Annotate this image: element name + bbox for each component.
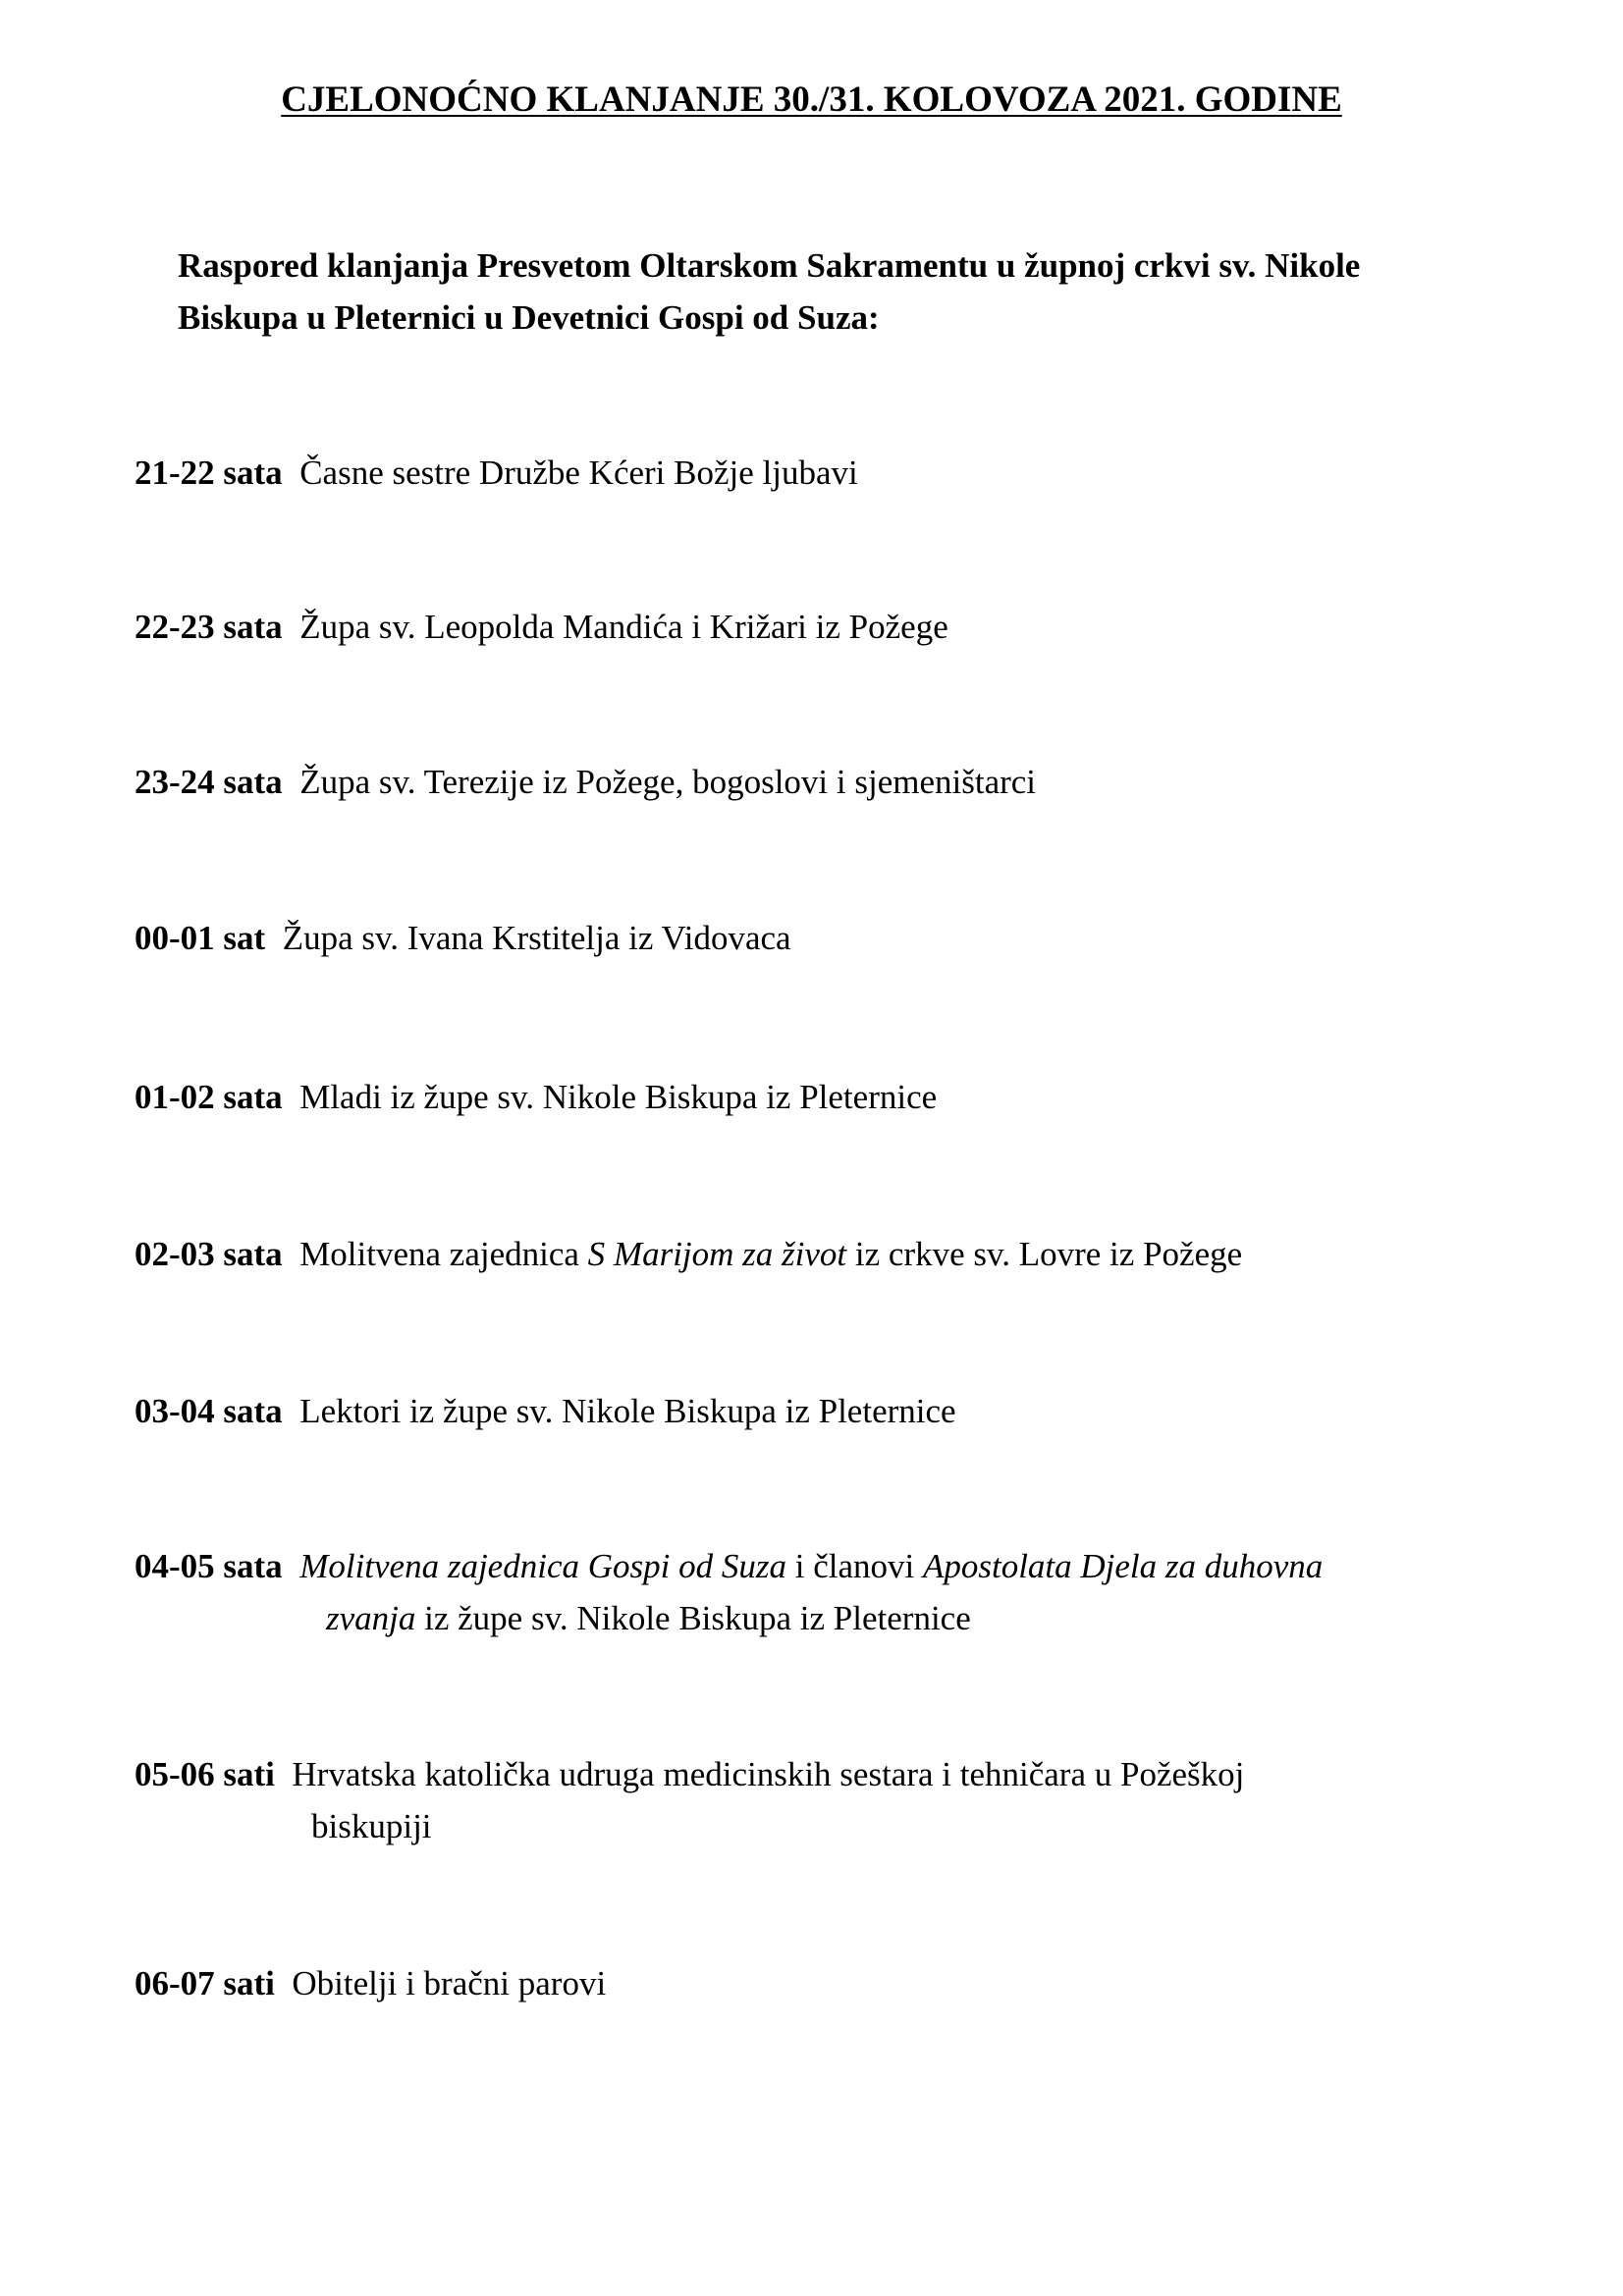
schedule-text: Časne sestre Družbe Kćeri Božje ljubavi (299, 454, 858, 492)
schedule-text-italic: Molitvena zajednica Gospi od Suza (299, 1547, 786, 1585)
schedule-time: 22-23 sata (135, 608, 283, 646)
schedule-item (135, 1228, 1499, 1280)
schedule-item (135, 756, 1499, 808)
schedule-time: 06-07 sati (135, 1964, 275, 2002)
schedule-item (135, 1071, 1499, 1123)
schedule-time: 01-02 sata (135, 1078, 283, 1116)
schedule-item (135, 1957, 1499, 2009)
schedule-text: iz župe sv. Nikole Biskupa iz Pleternice (415, 1599, 971, 1637)
schedule-item (135, 1540, 1499, 1644)
schedule-time: 02-03 sata (135, 1235, 283, 1273)
schedule-time: 04-05 sata (135, 1547, 283, 1585)
schedule-time: 23-24 sata (135, 763, 283, 801)
schedule-item (135, 601, 1499, 653)
schedule-time: 00-01 sat (135, 919, 266, 957)
schedule-item (135, 1385, 1499, 1437)
schedule-text: Župa sv. Terezije iz Požege, bogoslovi i sjemeništarci (299, 763, 1037, 801)
schedule-text-italic: Apostolata Djela za duhovna (922, 1547, 1324, 1585)
intro-line-2: Biskupa u Pleternici u Devetnici Gospi od Suza: (178, 298, 880, 337)
intro-paragraph (178, 240, 1474, 344)
schedule-time: 05-06 sati (135, 1755, 275, 1793)
schedule-text: Obitelji i bračni parovi (292, 1964, 607, 2002)
schedule-text: iz crkve sv. Lovre iz Požege (846, 1235, 1243, 1273)
page-title (0, 79, 1623, 122)
schedule-text: Hrvatska katolička udruga medicinskih sestara i tehničara u Požeškoj (292, 1755, 1245, 1793)
schedule-item (135, 1748, 1499, 1852)
schedule-continuation (135, 1592, 1499, 1644)
schedule-text: Lektori iz župe sv. Nikole Biskupa iz Pleternice (299, 1392, 956, 1430)
schedule-text-italic: zvanja (326, 1599, 416, 1637)
schedule-item (135, 447, 1499, 499)
schedule-text-italic: S Marijom za život (587, 1235, 847, 1273)
schedule-item (135, 912, 1499, 964)
schedule-text: i članovi (785, 1547, 923, 1585)
schedule-continuation: biskupiji (311, 1807, 432, 1845)
schedule-text: Župa sv. Ivana Krstitelja iz Vidovaca (282, 919, 791, 957)
schedule-text: Mladi iz župe sv. Nikole Biskupa iz Pleternice (299, 1078, 938, 1116)
schedule-time: 03-04 sata (135, 1392, 283, 1430)
schedule-time: 21-22 sata (135, 454, 283, 492)
page-title-text: CJELONOĆNO KLANJANJE 30./31. KOLOVOZA 2021. GODINE (281, 80, 1342, 120)
schedule-text: Župa sv. Leopolda Mandića i Križari iz Požege (299, 608, 948, 646)
intro-line-1: Raspored klanjanja Presvetom Oltarskom Sakramentu u župnoj crkvi sv. Nikole (178, 246, 1361, 285)
schedule-text: Molitvena zajednica (299, 1235, 588, 1273)
